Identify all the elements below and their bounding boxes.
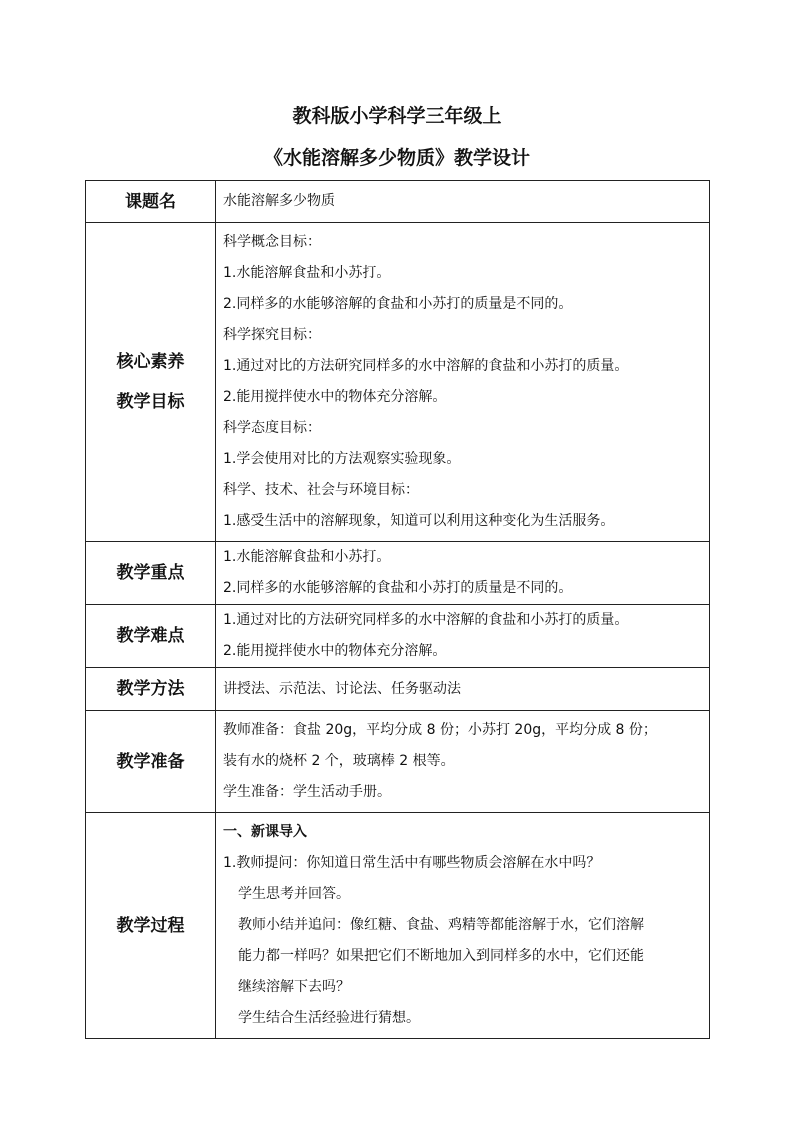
- label-preparation: 教学准备: [86, 711, 216, 813]
- key-point-line: 1.水能溶解食盐和小苏打。: [223, 549, 391, 565]
- label-key-points: 教学重点: [86, 542, 216, 605]
- preparation-line: 教师准备：食盐 20g，平均分成 8 份；小苏打 20g，平均分成 8 份；: [223, 722, 657, 738]
- key-point-line: 2.同样多的水能够溶解的食盐和小苏打的质量是不同的。: [223, 580, 573, 596]
- row-key-points: [86, 542, 710, 605]
- label-methods: 教学方法: [86, 668, 216, 711]
- goal-line: 1.学会使用对比的方法观察实验现象。: [223, 451, 461, 467]
- label-difficulties: 教学难点: [86, 605, 216, 668]
- process-line: 教师小结并追问：像红糖、食盐、鸡精等都能溶解于水，它们溶解: [238, 917, 644, 933]
- goal-line: 科学探究目标：: [223, 327, 321, 343]
- goal-line: 2.同样多的水能够溶解的食盐和小苏打的质量是不同的。: [223, 296, 573, 312]
- process-line: 继续溶解下去吗？: [238, 979, 350, 995]
- topic-text: 水能溶解多少物质: [223, 193, 335, 209]
- process-line: 学生思考并回答。: [238, 886, 350, 902]
- goal-line: 1.通过对比的方法研究同样多的水中溶解的食盐和小苏打的质量。: [223, 358, 629, 374]
- label-goals-line1: 核心素养: [116, 352, 185, 372]
- content-preparation: [216, 711, 710, 813]
- content-process: [216, 813, 710, 1039]
- methods-text: 讲授法、示范法、讨论法、任务驱动法: [223, 680, 461, 697]
- content-methods: [216, 668, 710, 711]
- process-line: 学生结合生活经验进行猜想。: [238, 1010, 420, 1026]
- difficulty-line: 2.能用搅拌使水中的物体充分溶解。: [223, 643, 447, 659]
- content-goals: [216, 223, 710, 542]
- process-line: 1.教师提问：你知道日常生活中有哪些物质会溶解在水中吗？: [223, 855, 601, 871]
- content-key-points: [216, 542, 710, 605]
- goal-line: 科学概念目标：: [223, 234, 321, 250]
- goal-line: 科学、技术、社会与环境目标：: [223, 482, 419, 498]
- document-title: 教科版小学科学三年级上: [292, 105, 502, 127]
- content-topic: [216, 181, 710, 223]
- row-preparation: [86, 711, 710, 813]
- lesson-plan-table: [85, 180, 710, 1039]
- goal-line: 2.能用搅拌使水中的物体充分溶解。: [223, 389, 447, 405]
- content-difficulties: [216, 605, 710, 668]
- document-subtitle: 《水能溶解多少物质》教学设计: [263, 147, 530, 169]
- label-topic: 课题名: [86, 181, 216, 223]
- goal-line: 科学态度目标：: [223, 420, 321, 436]
- row-topic: [86, 181, 710, 223]
- process-line: 能力都一样吗？如果把它们不断地加入到同样多的水中，它们还能: [238, 948, 644, 964]
- goal-line: 1.感受生活中的溶解现象，知道可以利用这种变化为生活服务。: [223, 513, 615, 529]
- row-difficulties: [86, 605, 710, 668]
- process-section-title: 一、新课导入: [223, 824, 307, 840]
- preparation-line: 装有水的烧杯 2 个，玻璃棒 2 根等。: [223, 753, 455, 769]
- label-process: 教学过程: [86, 813, 216, 1039]
- difficulty-line: 1.通过对比的方法研究同样多的水中溶解的食盐和小苏打的质量。: [223, 612, 629, 628]
- preparation-line: 学生准备：学生活动手册。: [223, 784, 391, 800]
- label-goals: [86, 223, 216, 542]
- row-goals: [86, 223, 710, 542]
- row-methods: [86, 668, 710, 711]
- row-process: [86, 813, 710, 1039]
- label-goals-line2: 教学目标: [116, 392, 185, 412]
- goal-line: 1.水能溶解食盐和小苏打。: [223, 265, 391, 281]
